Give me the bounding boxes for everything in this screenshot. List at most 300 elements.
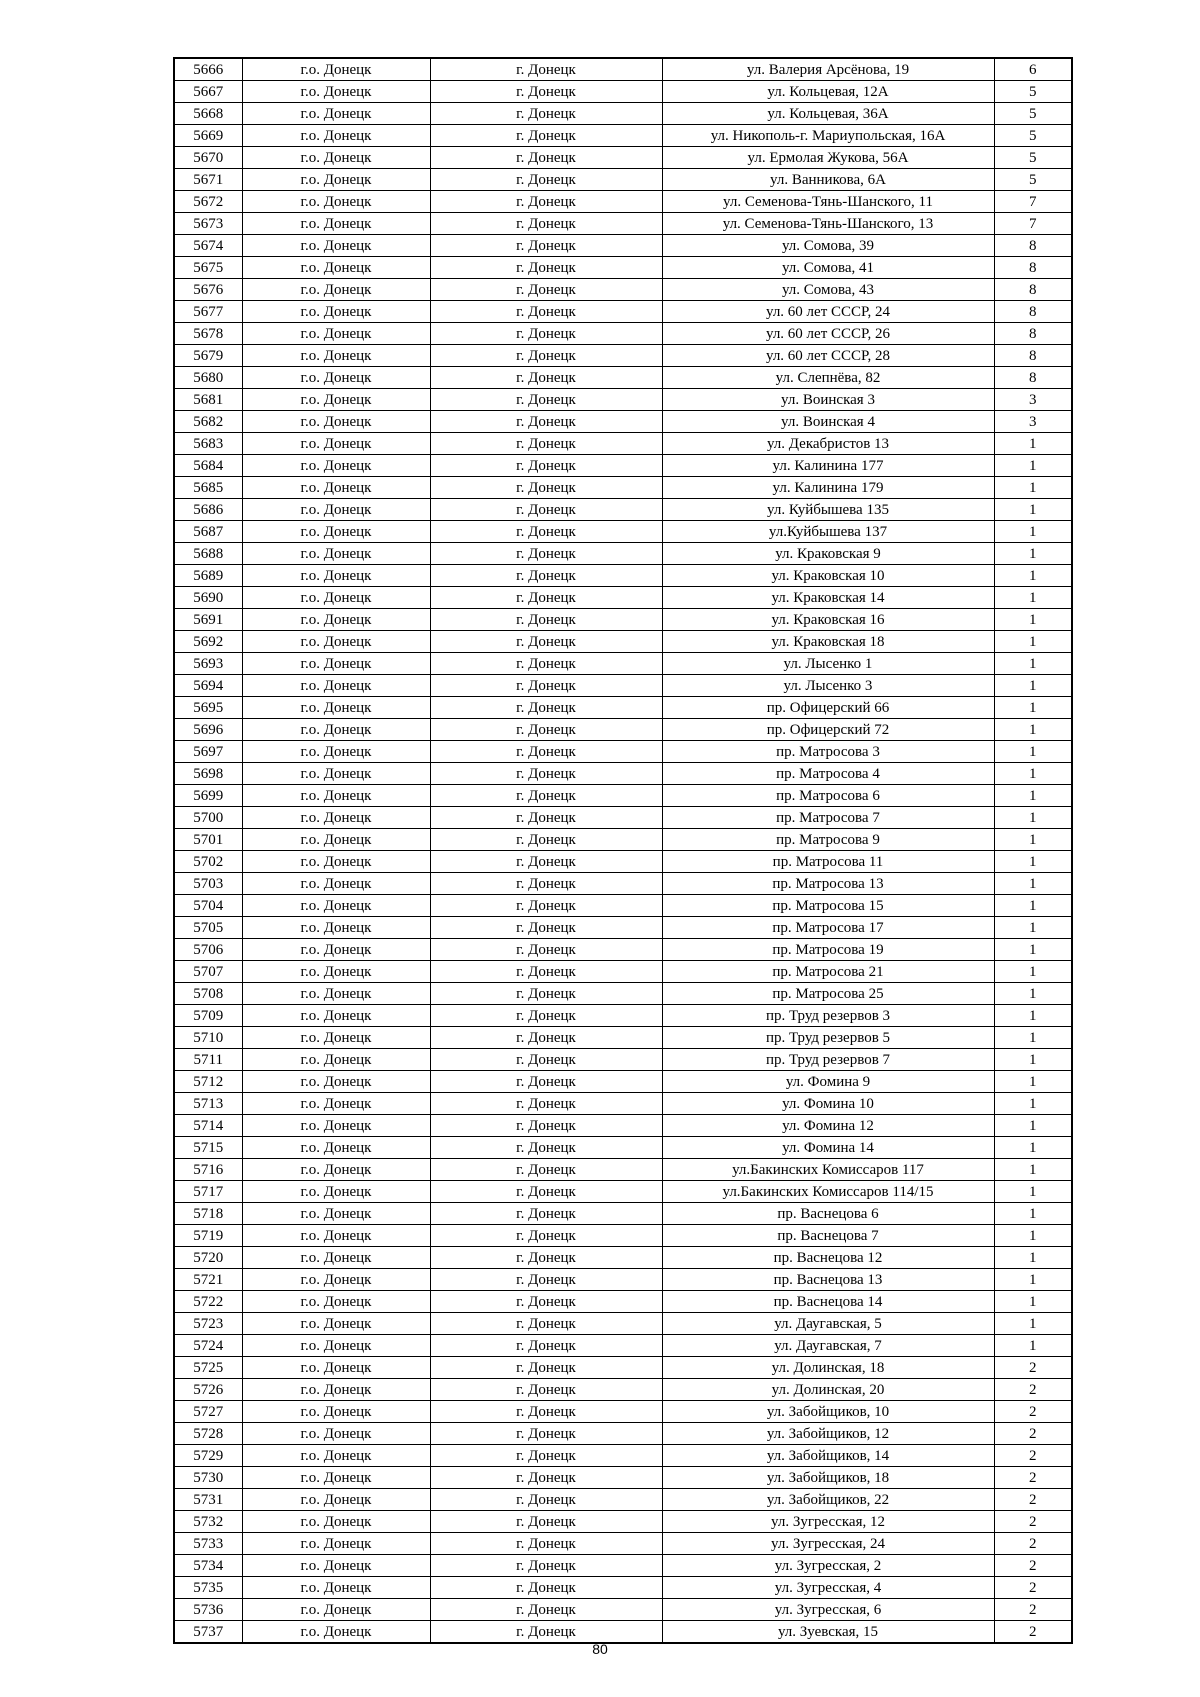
table-row <box>174 477 1072 499</box>
city-cell: г. Донецк <box>430 873 662 895</box>
table-row <box>174 191 1072 213</box>
row-number-cell: 5691 <box>174 609 242 631</box>
row-number-cell: 5701 <box>174 829 242 851</box>
city-cell: г. Донецк <box>430 58 662 81</box>
row-number-cell: 5712 <box>174 1071 242 1093</box>
address-cell: ул. Забойщиков, 12 <box>662 1423 994 1445</box>
value-cell: 1 <box>994 873 1072 895</box>
city-cell: г. Донецк <box>430 631 662 653</box>
value-cell: 1 <box>994 697 1072 719</box>
address-cell: пр. Матросова 9 <box>662 829 994 851</box>
address-cell: ул. Лысенко 3 <box>662 675 994 697</box>
row-number-cell: 5699 <box>174 785 242 807</box>
value-cell: 1 <box>994 939 1072 961</box>
address-cell: ул. 60 лет СССР, 28 <box>662 345 994 367</box>
district-cell: г.о. Донецк <box>242 587 430 609</box>
table-row <box>174 675 1072 697</box>
value-cell: 1 <box>994 961 1072 983</box>
district-cell: г.о. Донецк <box>242 1291 430 1313</box>
row-number-cell: 5721 <box>174 1269 242 1291</box>
row-number-cell: 5731 <box>174 1489 242 1511</box>
value-cell: 1 <box>994 653 1072 675</box>
value-cell: 1 <box>994 565 1072 587</box>
table-row <box>174 125 1072 147</box>
table-row <box>174 279 1072 301</box>
address-cell: пр. Матросова 6 <box>662 785 994 807</box>
address-cell: пр. Труд резервов 7 <box>662 1049 994 1071</box>
table-row <box>174 1247 1072 1269</box>
row-number-cell: 5700 <box>174 807 242 829</box>
value-cell: 7 <box>994 191 1072 213</box>
table-row <box>174 1049 1072 1071</box>
table-row <box>174 1467 1072 1489</box>
row-number-cell: 5720 <box>174 1247 242 1269</box>
district-cell: г.о. Донецк <box>242 191 430 213</box>
district-cell: г.о. Донецк <box>242 631 430 653</box>
address-cell: ул. Декабристов 13 <box>662 433 994 455</box>
city-cell: г. Донецк <box>430 213 662 235</box>
address-cell: ул.Бакинских Комиссаров 117 <box>662 1159 994 1181</box>
address-cell: пр. Матросова 17 <box>662 917 994 939</box>
district-cell: г.о. Донецк <box>242 81 430 103</box>
district-cell: г.о. Донецк <box>242 1489 430 1511</box>
address-cell: ул. Фомина 9 <box>662 1071 994 1093</box>
district-cell: г.о. Донецк <box>242 1577 430 1599</box>
city-cell: г. Донецк <box>430 1181 662 1203</box>
value-cell: 3 <box>994 389 1072 411</box>
address-table <box>173 57 1073 1644</box>
district-cell: г.о. Донецк <box>242 1621 430 1644</box>
row-number-cell: 5672 <box>174 191 242 213</box>
row-number-cell: 5683 <box>174 433 242 455</box>
table-row <box>174 1379 1072 1401</box>
city-cell: г. Донецк <box>430 1467 662 1489</box>
address-cell: ул. Кольцевая, 12А <box>662 81 994 103</box>
address-cell: пр. Матросова 25 <box>662 983 994 1005</box>
district-cell: г.о. Донецк <box>242 895 430 917</box>
district-cell: г.о. Донецк <box>242 521 430 543</box>
city-cell: г. Донецк <box>430 785 662 807</box>
value-cell: 1 <box>994 433 1072 455</box>
row-number-cell: 5676 <box>174 279 242 301</box>
address-cell: пр. Васнецова 14 <box>662 1291 994 1313</box>
table-row <box>174 653 1072 675</box>
value-cell: 2 <box>994 1599 1072 1621</box>
address-cell: ул. Краковская 14 <box>662 587 994 609</box>
city-cell: г. Донецк <box>430 587 662 609</box>
table-row <box>174 1423 1072 1445</box>
district-cell: г.о. Донецк <box>242 1137 430 1159</box>
district-cell: г.о. Донецк <box>242 279 430 301</box>
row-number-cell: 5728 <box>174 1423 242 1445</box>
value-cell: 8 <box>994 323 1072 345</box>
table-row <box>174 917 1072 939</box>
value-cell: 2 <box>994 1445 1072 1467</box>
city-cell: г. Донецк <box>430 1225 662 1247</box>
value-cell: 1 <box>994 1203 1072 1225</box>
table-row <box>174 301 1072 323</box>
district-cell: г.о. Донецк <box>242 1049 430 1071</box>
city-cell: г. Донецк <box>430 125 662 147</box>
city-cell: г. Донецк <box>430 389 662 411</box>
table-row <box>174 257 1072 279</box>
row-number-cell: 5713 <box>174 1093 242 1115</box>
value-cell: 7 <box>994 213 1072 235</box>
district-cell: г.о. Донецк <box>242 1181 430 1203</box>
value-cell: 1 <box>994 895 1072 917</box>
address-cell: пр. Матросова 3 <box>662 741 994 763</box>
district-cell: г.о. Донецк <box>242 1203 430 1225</box>
city-cell: г. Донецк <box>430 235 662 257</box>
district-cell: г.о. Донецк <box>242 169 430 191</box>
city-cell: г. Донецк <box>430 653 662 675</box>
table-row <box>174 58 1072 81</box>
table-row <box>174 147 1072 169</box>
address-cell: ул. Даугавская, 5 <box>662 1313 994 1335</box>
city-cell: г. Донецк <box>430 829 662 851</box>
value-cell: 6 <box>994 58 1072 81</box>
address-cell: ул. Краковская 16 <box>662 609 994 631</box>
district-cell: г.о. Донецк <box>242 389 430 411</box>
table-row <box>174 1599 1072 1621</box>
row-number-cell: 5727 <box>174 1401 242 1423</box>
value-cell: 1 <box>994 1115 1072 1137</box>
table-row <box>174 609 1072 631</box>
value-cell: 1 <box>994 477 1072 499</box>
address-cell: пр. Труд резервов 3 <box>662 1005 994 1027</box>
district-cell: г.о. Донецк <box>242 411 430 433</box>
row-number-cell: 5709 <box>174 1005 242 1027</box>
district-cell: г.о. Донецк <box>242 1401 430 1423</box>
value-cell: 5 <box>994 125 1072 147</box>
city-cell: г. Донецк <box>430 477 662 499</box>
row-number-cell: 5670 <box>174 147 242 169</box>
district-cell: г.о. Донецк <box>242 1027 430 1049</box>
city-cell: г. Донецк <box>430 851 662 873</box>
district-cell: г.о. Донецк <box>242 609 430 631</box>
table-row <box>174 807 1072 829</box>
row-number-cell: 5677 <box>174 301 242 323</box>
row-number-cell: 5718 <box>174 1203 242 1225</box>
table-row <box>174 543 1072 565</box>
table-row <box>174 389 1072 411</box>
district-cell: г.о. Донецк <box>242 1071 430 1093</box>
address-cell: ул. Забойщиков, 14 <box>662 1445 994 1467</box>
table-row <box>174 741 1072 763</box>
row-number-cell: 5717 <box>174 1181 242 1203</box>
row-number-cell: 5681 <box>174 389 242 411</box>
district-cell: г.о. Донецк <box>242 213 430 235</box>
district-cell: г.о. Донецк <box>242 125 430 147</box>
table-row <box>174 1357 1072 1379</box>
table-row <box>174 565 1072 587</box>
address-cell: ул. Ермолая Жукова, 56А <box>662 147 994 169</box>
table-row <box>174 631 1072 653</box>
city-cell: г. Донецк <box>430 741 662 763</box>
city-cell: г. Донецк <box>430 1335 662 1357</box>
row-number-cell: 5692 <box>174 631 242 653</box>
district-cell: г.о. Донецк <box>242 1159 430 1181</box>
city-cell: г. Донецк <box>430 1401 662 1423</box>
row-number-cell: 5688 <box>174 543 242 565</box>
address-cell: ул. Слепнёва, 82 <box>662 367 994 389</box>
address-cell: ул. Забойщиков, 18 <box>662 1467 994 1489</box>
address-cell: ул. Краковская 9 <box>662 543 994 565</box>
district-cell: г.о. Донецк <box>242 961 430 983</box>
row-number-cell: 5694 <box>174 675 242 697</box>
district-cell: г.о. Донецк <box>242 807 430 829</box>
table-row <box>174 1005 1072 1027</box>
value-cell: 5 <box>994 169 1072 191</box>
city-cell: г. Донецк <box>430 1005 662 1027</box>
district-cell: г.о. Донецк <box>242 345 430 367</box>
table-row <box>174 1181 1072 1203</box>
value-cell: 2 <box>994 1489 1072 1511</box>
district-cell: г.о. Донецк <box>242 323 430 345</box>
row-number-cell: 5666 <box>174 58 242 81</box>
row-number-cell: 5723 <box>174 1313 242 1335</box>
table-row <box>174 873 1072 895</box>
row-number-cell: 5689 <box>174 565 242 587</box>
city-cell: г. Донецк <box>430 411 662 433</box>
row-number-cell: 5729 <box>174 1445 242 1467</box>
district-cell: г.о. Донецк <box>242 565 430 587</box>
table-row <box>174 1511 1072 1533</box>
table-row <box>174 499 1072 521</box>
table-row <box>174 433 1072 455</box>
district-cell: г.о. Донецк <box>242 1357 430 1379</box>
value-cell: 2 <box>994 1577 1072 1599</box>
row-number-cell: 5680 <box>174 367 242 389</box>
row-number-cell: 5706 <box>174 939 242 961</box>
district-cell: г.о. Донецк <box>242 1115 430 1137</box>
value-cell: 2 <box>994 1511 1072 1533</box>
table-row <box>174 323 1072 345</box>
address-cell: ул. Долинская, 20 <box>662 1379 994 1401</box>
address-cell: пр. Васнецова 12 <box>662 1247 994 1269</box>
value-cell: 1 <box>994 741 1072 763</box>
city-cell: г. Донецк <box>430 1577 662 1599</box>
address-cell: ул. Зугресская, 2 <box>662 1555 994 1577</box>
city-cell: г. Донецк <box>430 1489 662 1511</box>
district-cell: г.о. Донецк <box>242 741 430 763</box>
value-cell: 1 <box>994 587 1072 609</box>
city-cell: г. Донецк <box>430 609 662 631</box>
address-cell: ул. 60 лет СССР, 24 <box>662 301 994 323</box>
row-number-cell: 5669 <box>174 125 242 147</box>
value-cell: 1 <box>994 807 1072 829</box>
value-cell: 1 <box>994 609 1072 631</box>
address-cell: ул. Забойщиков, 22 <box>662 1489 994 1511</box>
table-row <box>174 1203 1072 1225</box>
city-cell: г. Донецк <box>430 279 662 301</box>
value-cell: 1 <box>994 543 1072 565</box>
city-cell: г. Донецк <box>430 1621 662 1644</box>
value-cell: 1 <box>994 1049 1072 1071</box>
address-cell: ул. Воинская 4 <box>662 411 994 433</box>
value-cell: 5 <box>994 81 1072 103</box>
value-cell: 8 <box>994 345 1072 367</box>
city-cell: г. Донецк <box>430 1423 662 1445</box>
district-cell: г.о. Донецк <box>242 917 430 939</box>
row-number-cell: 5673 <box>174 213 242 235</box>
city-cell: г. Донецк <box>430 719 662 741</box>
address-cell: пр. Офицерский 72 <box>662 719 994 741</box>
row-number-cell: 5715 <box>174 1137 242 1159</box>
district-cell: г.о. Донецк <box>242 1225 430 1247</box>
address-cell: пр. Матросова 13 <box>662 873 994 895</box>
city-cell: г. Донецк <box>430 1599 662 1621</box>
address-cell: ул. Кольцевая, 36А <box>662 103 994 125</box>
value-cell: 1 <box>994 1137 1072 1159</box>
row-number-cell: 5690 <box>174 587 242 609</box>
address-cell: ул. Калинина 179 <box>662 477 994 499</box>
city-cell: г. Донецк <box>430 697 662 719</box>
address-cell: ул. Куйбышева 135 <box>662 499 994 521</box>
row-number-cell: 5697 <box>174 741 242 763</box>
city-cell: г. Донецк <box>430 895 662 917</box>
city-cell: г. Донецк <box>430 345 662 367</box>
table-row <box>174 1115 1072 1137</box>
address-cell: пр. Матросова 4 <box>662 763 994 785</box>
district-cell: г.о. Донецк <box>242 939 430 961</box>
city-cell: г. Донецк <box>430 1313 662 1335</box>
row-number-cell: 5733 <box>174 1533 242 1555</box>
district-cell: г.о. Донецк <box>242 851 430 873</box>
city-cell: г. Донецк <box>430 1027 662 1049</box>
row-number-cell: 5730 <box>174 1467 242 1489</box>
table-row <box>174 81 1072 103</box>
address-cell: пр. Матросова 21 <box>662 961 994 983</box>
address-cell: ул. Ванникова, 6А <box>662 169 994 191</box>
row-number-cell: 5726 <box>174 1379 242 1401</box>
address-cell: ул. Фомина 14 <box>662 1137 994 1159</box>
value-cell: 1 <box>994 1093 1072 1115</box>
address-cell: пр. Васнецова 7 <box>662 1225 994 1247</box>
table-row <box>174 587 1072 609</box>
address-table-body <box>174 58 1072 1643</box>
value-cell: 1 <box>994 675 1072 697</box>
table-row <box>174 235 1072 257</box>
table-row <box>174 719 1072 741</box>
address-cell: ул. Краковская 10 <box>662 565 994 587</box>
value-cell: 1 <box>994 1247 1072 1269</box>
district-cell: г.о. Донецк <box>242 697 430 719</box>
district-cell: г.о. Донецк <box>242 1093 430 1115</box>
value-cell: 2 <box>994 1621 1072 1644</box>
address-cell: ул. Краковская 18 <box>662 631 994 653</box>
value-cell: 3 <box>994 411 1072 433</box>
city-cell: г. Донецк <box>430 675 662 697</box>
table-row <box>174 1225 1072 1247</box>
address-cell: ул. Забойщиков, 10 <box>662 1401 994 1423</box>
row-number-cell: 5736 <box>174 1599 242 1621</box>
city-cell: г. Донецк <box>430 1533 662 1555</box>
city-cell: г. Донецк <box>430 1093 662 1115</box>
row-number-cell: 5679 <box>174 345 242 367</box>
city-cell: г. Донецк <box>430 1247 662 1269</box>
district-cell: г.о. Донецк <box>242 235 430 257</box>
table-row <box>174 1137 1072 1159</box>
city-cell: г. Донецк <box>430 543 662 565</box>
value-cell: 1 <box>994 763 1072 785</box>
district-cell: г.о. Донецк <box>242 103 430 125</box>
row-number-cell: 5735 <box>174 1577 242 1599</box>
table-row <box>174 1335 1072 1357</box>
value-cell: 2 <box>994 1555 1072 1577</box>
value-cell: 1 <box>994 455 1072 477</box>
district-cell: г.о. Донецк <box>242 1599 430 1621</box>
value-cell: 8 <box>994 235 1072 257</box>
value-cell: 1 <box>994 1027 1072 1049</box>
address-cell: пр. Матросова 15 <box>662 895 994 917</box>
district-cell: г.о. Донецк <box>242 829 430 851</box>
address-cell: пр. Васнецова 13 <box>662 1269 994 1291</box>
district-cell: г.о. Донецк <box>242 1247 430 1269</box>
address-cell: ул. Сомова, 43 <box>662 279 994 301</box>
row-number-cell: 5704 <box>174 895 242 917</box>
district-cell: г.о. Донецк <box>242 1313 430 1335</box>
address-cell: ул. Фомина 12 <box>662 1115 994 1137</box>
row-number-cell: 5693 <box>174 653 242 675</box>
city-cell: г. Донецк <box>430 1291 662 1313</box>
value-cell: 1 <box>994 983 1072 1005</box>
row-number-cell: 5668 <box>174 103 242 125</box>
address-cell: пр. Труд резервов 5 <box>662 1027 994 1049</box>
address-cell: ул.Бакинских Комиссаров 114/15 <box>662 1181 994 1203</box>
district-cell: г.о. Донецк <box>242 477 430 499</box>
city-cell: г. Донецк <box>430 807 662 829</box>
row-number-cell: 5675 <box>174 257 242 279</box>
address-cell: ул. Семенова-Тянь-Шанского, 13 <box>662 213 994 235</box>
table-row <box>174 829 1072 851</box>
district-cell: г.о. Донецк <box>242 785 430 807</box>
district-cell: г.о. Донецк <box>242 719 430 741</box>
row-number-cell: 5716 <box>174 1159 242 1181</box>
row-number-cell: 5707 <box>174 961 242 983</box>
value-cell: 2 <box>994 1401 1072 1423</box>
table-row <box>174 1489 1072 1511</box>
district-cell: г.о. Донецк <box>242 1511 430 1533</box>
address-cell: пр. Офицерский 66 <box>662 697 994 719</box>
district-cell: г.о. Донецк <box>242 499 430 521</box>
value-cell: 1 <box>994 499 1072 521</box>
address-cell: пр. Матросова 7 <box>662 807 994 829</box>
city-cell: г. Донецк <box>430 939 662 961</box>
city-cell: г. Донецк <box>430 1511 662 1533</box>
city-cell: г. Донецк <box>430 103 662 125</box>
city-cell: г. Донецк <box>430 1269 662 1291</box>
value-cell: 1 <box>994 1313 1072 1335</box>
district-cell: г.о. Донецк <box>242 1423 430 1445</box>
table-row <box>174 1093 1072 1115</box>
value-cell: 2 <box>994 1423 1072 1445</box>
district-cell: г.о. Донецк <box>242 1379 430 1401</box>
city-cell: г. Донецк <box>430 499 662 521</box>
city-cell: г. Донецк <box>430 301 662 323</box>
address-cell: пр. Матросова 19 <box>662 939 994 961</box>
city-cell: г. Донецк <box>430 323 662 345</box>
table-row <box>174 521 1072 543</box>
value-cell: 1 <box>994 785 1072 807</box>
city-cell: г. Донецк <box>430 961 662 983</box>
district-cell: г.о. Донецк <box>242 543 430 565</box>
row-number-cell: 5732 <box>174 1511 242 1533</box>
value-cell: 2 <box>994 1533 1072 1555</box>
row-number-cell: 5696 <box>174 719 242 741</box>
value-cell: 1 <box>994 1181 1072 1203</box>
value-cell: 5 <box>994 147 1072 169</box>
